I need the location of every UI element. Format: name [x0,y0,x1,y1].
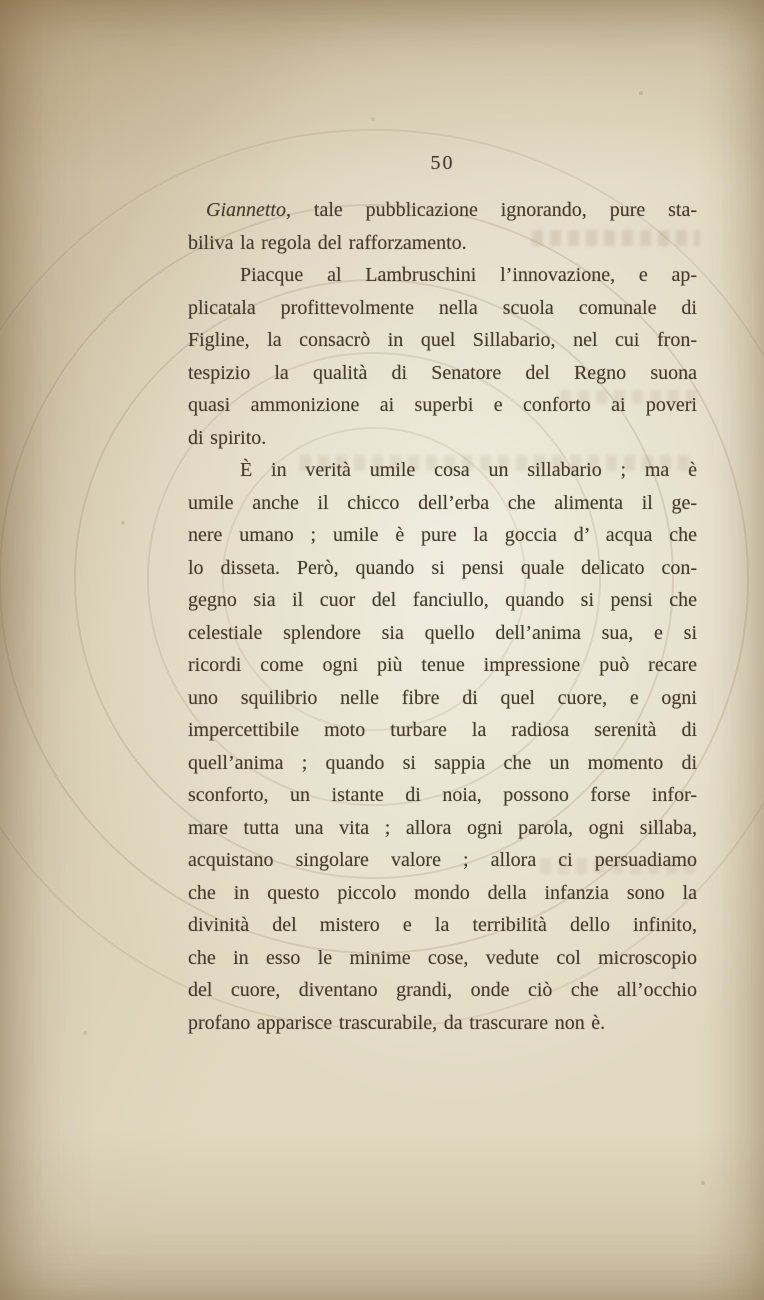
text-line [188,194,697,227]
line-text: tale pubblicazione ignorando, pure sta- [313,199,697,221]
paragraph [188,454,697,1039]
text-line: di spirito. [188,426,267,449]
text-line: profano apparisce trascurabile, da trascurare non è. [188,1011,606,1034]
text-line: divinità del mistero e la terribilità dello infinito, [188,914,697,936]
text-line: impercettibile moto turbare la radiosa serenità di [188,719,697,741]
text-line: gegno sia il cuor del fanciullo, quando si pensi che [188,589,697,611]
italic-word: Giannetto, [206,199,291,221]
paragraph [188,259,697,454]
text-line: biliva la regola del rafforzamento. [188,231,467,254]
text-line: È in verità umile cosa un sillabario ; ma è [240,459,697,481]
page-number: 50 [430,152,455,174]
text-line: sconforto, un istante di noia, possono forse infor- [188,784,697,806]
text-line: del cuore, diventano grandi, onde ciò che all’occhio [188,979,697,1001]
text-line: tespizio la qualità di Senatore del Regno suona [188,361,697,384]
text-line: celestiale splendore sia quello dell’anima sua, e si [188,621,697,644]
text-line: che in esso le minime cose, vedute col microscopio [188,946,697,969]
paragraph [188,194,697,259]
text-line: Piacque al Lambruschini l’innovazione, e ap- [240,264,697,286]
text-line: Figline, la consacrò in quel Sillabario, nel cui fron- [188,329,697,351]
text-line: nere umano ; umile è pure la goccia d’ acqua che [188,524,697,546]
text-line: quasi ammonizione ai superbi e conforto ai poveri [188,394,697,416]
text-line: quell’anima ; quando si sappia che un momento di [188,751,697,774]
text-line: lo disseta. Però, quando si pensi quale delicato con- [188,556,697,579]
body-text [188,194,697,1039]
text-line: umile anche il chicco dell’erba che alimenta il ge- [188,491,697,514]
text-line: plicatala profittevolmente nella scuola comunale di [188,296,697,319]
text-line: acquistano singolare valore ; allora ci persuadiamo [188,849,697,871]
paper-specks [0,0,2,2]
text-line: ricordi come ogni più tenue impressione può recare [188,654,697,676]
text-line: uno squilibrio nelle fibre di quel cuore, e ogni [188,686,697,709]
text-line: mare tutta una vita ; allora ogni parola, ogni sillaba, [188,816,697,839]
text-line: che in questo piccolo mondo della infanzia sono la [188,881,697,904]
